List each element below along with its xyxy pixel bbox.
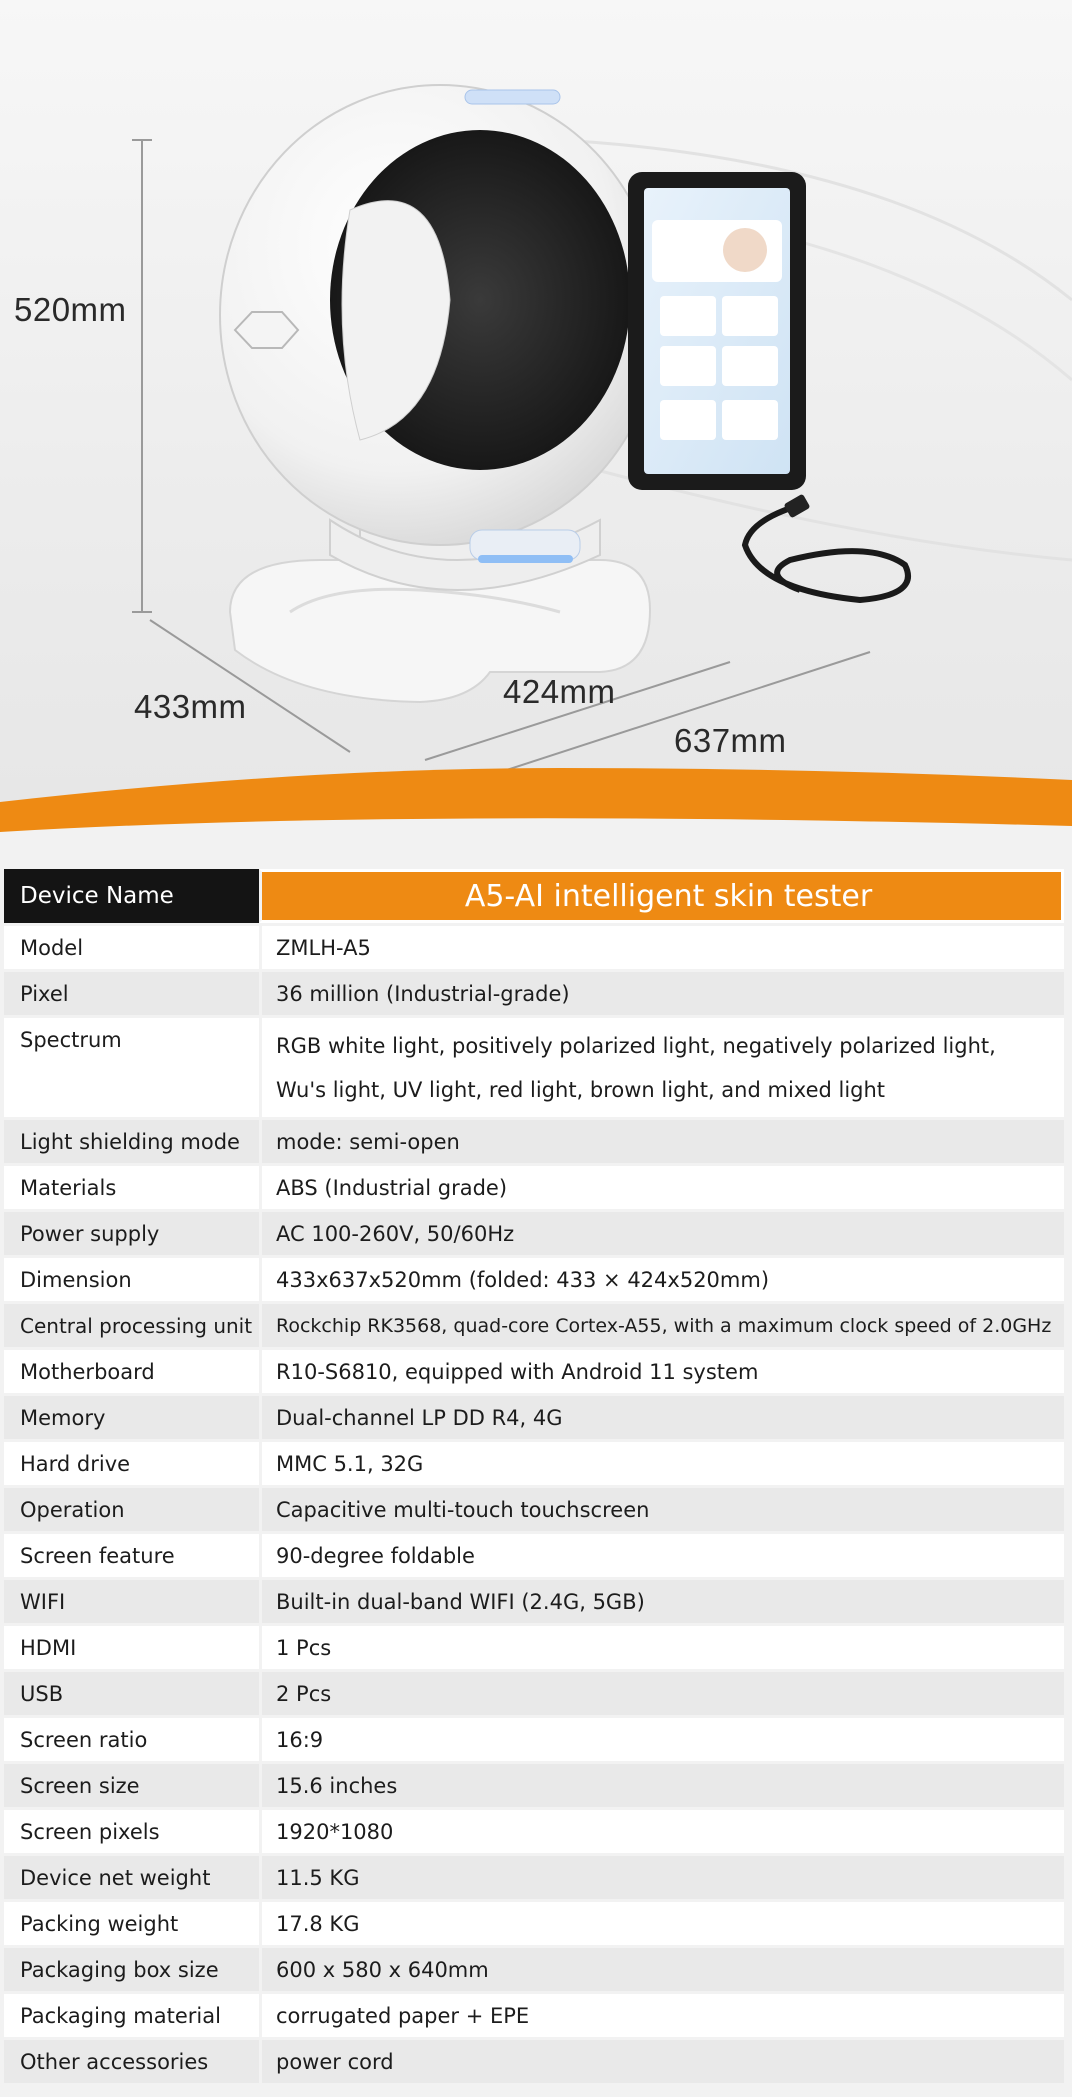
row-key: Motherboard (4, 1350, 259, 1393)
row-key: Screen ratio (4, 1718, 259, 1761)
power-cord (745, 505, 908, 600)
row-value: mode: semi-open (259, 1120, 1064, 1163)
row-value: Dual-channel LP DD R4, 4G (259, 1396, 1064, 1439)
row-value: 1 Pcs (259, 1626, 1064, 1669)
row-key: Screen feature (4, 1534, 259, 1577)
header-key: Device Name (4, 869, 259, 923)
table-row (4, 1626, 1064, 1669)
row-value: corrugated paper + EPE (259, 1994, 1064, 2037)
table-row (4, 1442, 1064, 1485)
table-row (4, 1856, 1064, 1899)
table-row (4, 1018, 1064, 1117)
row-key: Model (4, 926, 259, 969)
table-row (4, 1488, 1064, 1531)
table-row (4, 1350, 1064, 1393)
product-hero (0, 0, 1072, 850)
row-value: 16:9 (259, 1718, 1064, 1761)
table-row (4, 1994, 1064, 2037)
row-key: Device net weight (4, 1856, 259, 1899)
table-row (4, 926, 1064, 969)
row-value: 600 x 580 x 640mm (259, 1948, 1064, 1991)
row-value (259, 1018, 1064, 1117)
row-value: Built-in dual-band WIFI (2.4G, 5GB) (259, 1580, 1064, 1623)
row-value: R10-S6810, equipped with Android 11 system (259, 1350, 1064, 1393)
row-key: Memory (4, 1396, 259, 1439)
table-row (4, 1580, 1064, 1623)
row-value: 15.6 inches (259, 1764, 1064, 1807)
row-key: WIFI (4, 1580, 259, 1623)
height-label: 520mm (14, 291, 127, 328)
table-row (4, 1258, 1064, 1301)
row-value: 36 million (Industrial-grade) (259, 972, 1064, 1015)
table-row (4, 1902, 1064, 1945)
row-value: 11.5 KG (259, 1856, 1064, 1899)
table-row (4, 1764, 1064, 1807)
row-value: Capacitive multi-touch touchscreen (259, 1488, 1064, 1531)
row-key: Materials (4, 1166, 259, 1209)
table-row (4, 1212, 1064, 1255)
row-value: power cord (259, 2040, 1064, 2083)
row-key: Packing weight (4, 1902, 259, 1945)
row-key: Light shielding mode (4, 1120, 259, 1163)
row-key: Pixel (4, 972, 259, 1015)
row-value: 433x637x520mm (folded: 433 × 424x520mm) (259, 1258, 1064, 1301)
spec-table-container (0, 860, 1072, 2097)
table-row (4, 972, 1064, 1015)
table-row (4, 1304, 1064, 1347)
row-value-line-2: Wu's light, UV light, red light, brown light, and mixed light (276, 1077, 886, 1102)
row-key: Power supply (4, 1212, 259, 1255)
row-key: Screen size (4, 1764, 259, 1807)
row-key: Operation (4, 1488, 259, 1531)
row-key: Packaging box size (4, 1948, 259, 1991)
table-row (4, 1534, 1064, 1577)
row-value: Rockchip RK3568, quad-core Cortex-A55, with a maximum clock speed of 2.0GHz (259, 1304, 1064, 1347)
header-title: A5-AI intelligent skin tester (259, 869, 1064, 923)
folded-width-label: 424mm (503, 673, 616, 710)
open-width-label: 637mm (674, 722, 787, 759)
row-value: MMC 5.1, 32G (259, 1442, 1064, 1485)
row-key: Packaging material (4, 1994, 259, 2037)
row-value: ABS (Industrial grade) (259, 1166, 1064, 1209)
row-key: Spectrum (4, 1018, 259, 1117)
row-key: Dimension (4, 1258, 259, 1301)
row-value-line-1: RGB white light, positively polarized light, negatively polarized light, (276, 1033, 996, 1058)
row-value: 90-degree foldable (259, 1534, 1064, 1577)
row-key: HDMI (4, 1626, 259, 1669)
table-row (4, 1396, 1064, 1439)
depth-label: 433mm (134, 688, 247, 725)
row-key: Central processing unit (4, 1304, 259, 1347)
row-key: Screen pixels (4, 1810, 259, 1853)
row-key: USB (4, 1672, 259, 1715)
tablet-screen (628, 172, 806, 490)
row-value: 2 Pcs (259, 1672, 1064, 1715)
orange-wave-band (0, 760, 1072, 850)
table-row (4, 1718, 1064, 1761)
row-value: 1920*1080 (259, 1810, 1064, 1853)
row-value: 17.8 KG (259, 1902, 1064, 1945)
row-key: Hard drive (4, 1442, 259, 1485)
table-row (4, 1948, 1064, 1991)
table-row (4, 1166, 1064, 1209)
table-row (4, 2040, 1064, 2083)
table-header-row (4, 869, 1064, 923)
table-row (4, 1120, 1064, 1163)
spec-table (4, 866, 1064, 2086)
table-row (4, 1672, 1064, 1715)
row-value: AC 100-260V, 50/60Hz (259, 1212, 1064, 1255)
table-row (4, 1810, 1064, 1853)
row-key: Other accessories (4, 2040, 259, 2083)
row-value: ZMLH-A5 (259, 926, 1064, 969)
